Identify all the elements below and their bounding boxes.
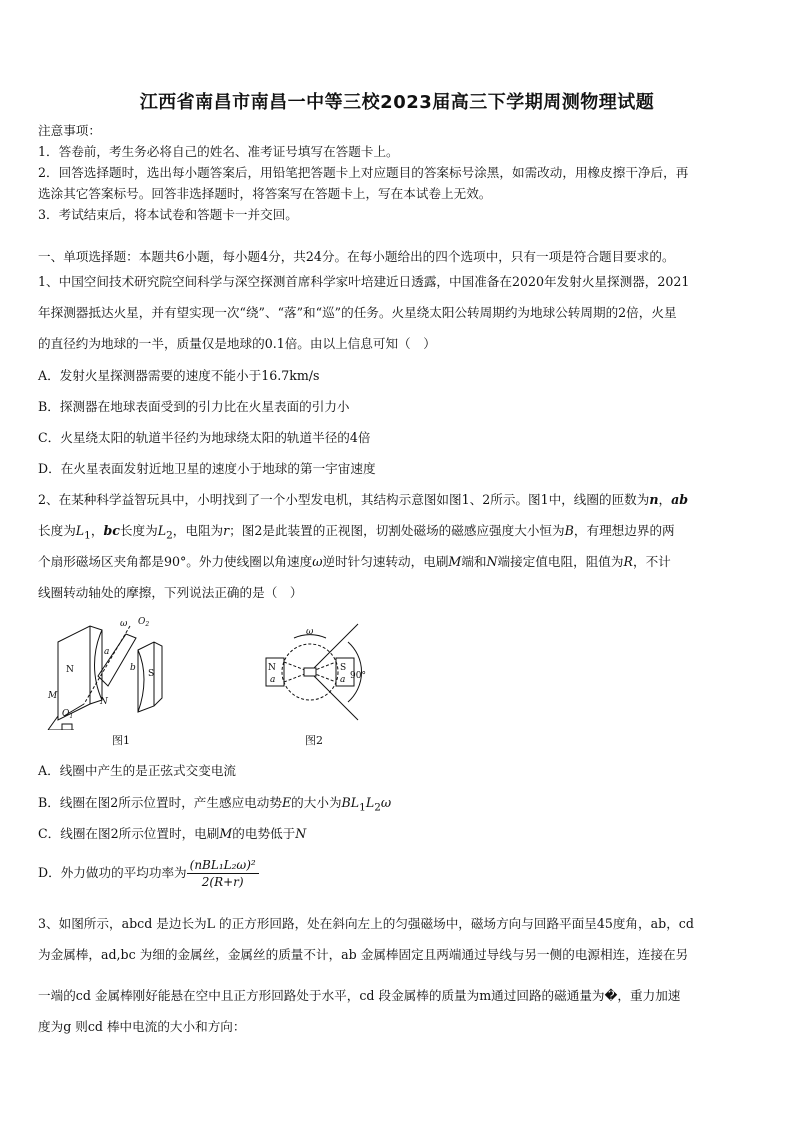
figure-2-front-view-diagram (260, 622, 370, 730)
notice-item: 1．答卷前，考生务必将自己的姓名、准考证号填写在答题卡上。 (38, 144, 399, 159)
question-1-option-d: D．在火星表面发射近地卫星的速度小于地球的第一宇宙速度 (38, 461, 376, 476)
question-1-option-a: A．发射火星探测器需要的速度不能小于16.7km/s (38, 368, 320, 383)
fig1-n-pole: N (66, 665, 74, 675)
power-formula: $\frac{\text{(nBL₁L₂ω)²}}{2(R+r)}$ (187, 858, 259, 889)
page-title: 江西省南昌市南昌一中等三校2023届高三下学期周测物理试题 (139, 92, 655, 113)
question-3-stem: 度为g 则cd 棒中电流的大小和方向： (38, 1019, 246, 1034)
question-1-option-c: C．火星绕太阳的轨道半径约为地球绕太阳的轨道半径的4倍 (38, 430, 371, 445)
question-1-stem: 年探测器抵达火星，并有望实现一次“绕”、“落”和“巡”的任务。火星绕太阳公转周期约为地球公转周期的2倍，火星 (38, 305, 677, 320)
fig1-n-label: N (100, 697, 108, 707)
fig2-n-pole: N (268, 663, 276, 673)
question-1-stem: 1、中国空间技术研究院空间科学与深空探测首席科学家叶培建近日透露，中国准备在2020年发射火星探测器，2021 (38, 274, 690, 289)
fig1-o2-label: $O_2$ (138, 617, 150, 628)
question-2-stem: 2、在某种科学益智玩具中，小明找到了一个小型发电机，其结构示意图如图1、2所示。图1中，线圈的匝数为n，ab (38, 492, 689, 507)
notice-heading: 注意事项： (38, 123, 101, 138)
figure-2-caption: 图2 (305, 734, 323, 747)
fig2-omega-label: ω (306, 627, 314, 637)
fig1-m-label: M (48, 691, 58, 701)
question-2-option-a: A．线圈中产生的是正弦式交变电流 (38, 763, 237, 778)
question-2-stem: 个扇形磁场区夹角都是90°。外力使线圈以角速度ω逆时针匀速转动，电刷M端和N端接定值电阻，阻值为R，不计 (38, 554, 671, 569)
fig2-a-label-right: a (340, 675, 346, 685)
question-2-stem: 长度为$L_1$，bc长度为$L_2$，电阻为r；图2是此装置的正视图，切割处磁场的磁感应强度大小恒为B，有理想边界的两 (38, 523, 675, 542)
question-2-stem: 线圈转动轴处的摩擦，下列说法正确的是（ ） (38, 585, 303, 600)
fig1-s-pole: S (148, 669, 155, 679)
question-3-stem: 一端的cd 金属棒刚好能悬在空中且正方形回路处于水平，cd 段金属棒的质量为m通过回路的磁通量为�，重力加速 (38, 988, 681, 1003)
section-heading: 一、单项选择题：本题共6小题，每小题4分，共24分。在每小题给出的四个选项中，只有一项是符合题目要求的。 (38, 249, 675, 264)
question-2-option-b: B．线圈在图2所示位置时，产生感应电动势E的大小为$BL_1L_2\omega$ (38, 795, 392, 814)
notice-item: 2．回答选择题时，选出每小题答案后，用铅笔把答题卡上对应题目的答案标号涂黑，如需改动，用橡皮擦干净后，再 (38, 165, 689, 180)
question-3-stem: 3、如图所示，abcd 是边长为L 的正方形回路，处在斜向左上的匀强磁场中，磁场方向与回路平面呈45度角，ab，cd (38, 916, 694, 931)
fig2-s-pole: S (340, 663, 347, 673)
fig1-o1-label: $O_1$ (62, 709, 74, 720)
figure-1-caption: 图1 (112, 734, 130, 747)
fig2-angle-label: 90° (350, 671, 366, 681)
figure-1-generator-diagram (44, 612, 174, 730)
question-1-stem: 的直径约为地球的一半，质量仅是地球的0.1倍。由以上信息可知（ ） (38, 336, 436, 351)
question-2-option-c: C．线圈在图2所示位置时，电刷M的电势低于N (38, 826, 307, 841)
notice-item: 选涂其它答案标号。回答非选择题时，将答案写在答题卡上，写在本试卷上无效。 (38, 186, 492, 201)
question-2-option-d: D．外力做功的平均功率为 $\frac{\text{(nBL₁L₂ω)²}}{2(R+r)}$ (38, 858, 758, 889)
question-1-option-b: B．探测器在地球表面受到的引力比在火星表面的引力小 (38, 399, 350, 414)
question-3-stem: 为金属棒，ad,bc 为细的金属丝，金属丝的质量不计，ab 金属棒固定且两端通过导线与另一侧的电源相连，连接在另 (38, 947, 689, 962)
fig1-b-label: b (130, 663, 136, 673)
fig2-a-label-left: a (270, 675, 276, 685)
fig1-omega-label: ω (120, 619, 128, 629)
notice-item: 3．考试结束后，将本试卷和答题卡一并交回。 (38, 207, 298, 222)
fig1-a-label: a (104, 647, 110, 657)
